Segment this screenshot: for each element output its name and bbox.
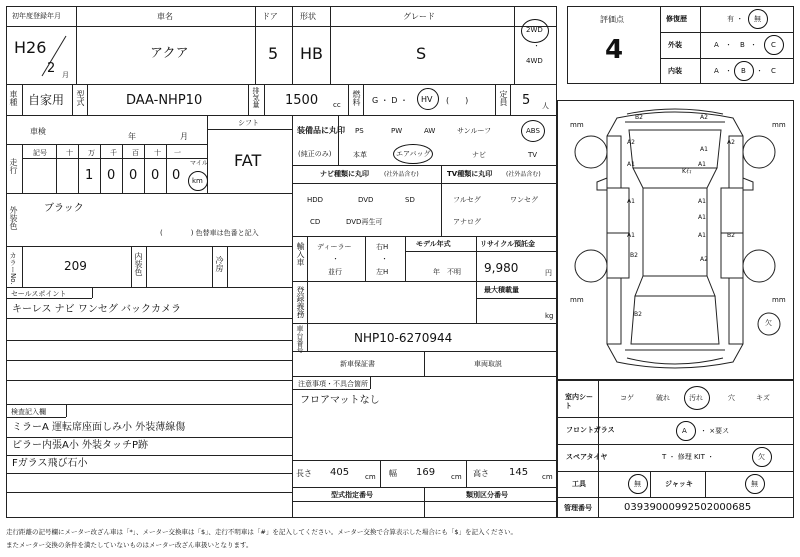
repair-opts: 有 ・: [727, 15, 744, 23]
ext-color-label: 外装色: [9, 206, 18, 230]
score-label: 評価点: [600, 15, 624, 24]
mgmt-value: 0393900099250​2000685: [624, 502, 752, 513]
repair-sel: 無: [754, 15, 761, 23]
interior-label: 内装: [668, 67, 682, 75]
size-unit: cm: [365, 473, 376, 481]
mm-mark: mm: [772, 121, 786, 129]
footer-note: またメーター交換の条件を満たしていないものはメーター改ざん車扱いとなります。: [6, 541, 253, 549]
inspection-line: ミラーA 運転席座面しみ小 外装薄線傷: [12, 422, 186, 433]
dot: ・: [725, 41, 732, 49]
reg-year-label: 初年度登録年月: [12, 12, 61, 20]
damage-mark: A2: [727, 139, 735, 146]
width-value: 169: [416, 467, 436, 478]
color-no-label: カラーNo.: [9, 252, 17, 285]
seat-opt: 穴: [728, 394, 735, 402]
damage-mark: A1: [627, 232, 635, 239]
tv-fullseg: フルセグ: [453, 196, 481, 204]
damage-mark: B2: [727, 232, 735, 239]
notes-text: フロアマットなし: [300, 395, 380, 406]
damage-mark: B2: [635, 114, 643, 121]
seat-opt: コゲ: [620, 394, 634, 402]
shift-label: シフト: [238, 119, 259, 127]
grade-opt: B: [740, 41, 745, 49]
damage-mark: A1: [698, 161, 706, 168]
width-label: 幅: [389, 469, 397, 478]
mgmt-label: 管理番号: [564, 504, 592, 512]
digit-header: 万: [88, 149, 95, 157]
jack-label: ジャッキ: [665, 480, 693, 488]
era-year: H26: [14, 38, 47, 57]
tv-oneseg: ワンセグ: [510, 196, 538, 204]
model-value: DAA-NHP10: [126, 93, 203, 108]
vehicle-manual: 車両取説: [474, 360, 502, 368]
navi-dvd: DVD: [358, 196, 374, 204]
equip-navi: ナビ: [472, 151, 486, 159]
windshield-label: フロントガラス: [566, 426, 615, 434]
month-unit: 月: [62, 71, 69, 79]
drive-4wd: 4WD: [526, 57, 543, 65]
exterior-sel: C: [771, 41, 776, 49]
interior-sel: B: [741, 67, 746, 75]
damage-mark: A2: [700, 256, 708, 263]
body-shape: HB: [300, 44, 324, 63]
mm-mark: mm: [772, 296, 786, 304]
shaken-month: 月: [180, 132, 188, 141]
navi-sd: SD: [405, 196, 415, 204]
displacement-unit: cc: [333, 101, 341, 109]
chassis-value: NHP10-6270944: [354, 331, 453, 345]
navi-dvd-play: DVD再生可: [346, 218, 383, 226]
fuel-options: G ・ D ・: [372, 96, 408, 105]
mileage-unit: km: [192, 177, 203, 185]
recycle-value: 9,980: [484, 261, 519, 275]
fridge-label: 冷房: [215, 256, 224, 272]
digit-header: 一: [174, 149, 181, 157]
windshield-sel: A: [682, 427, 687, 435]
chassis-label: 車台番号: [296, 325, 304, 353]
car-name: アクア: [150, 46, 189, 61]
damage-mark: A1: [698, 214, 706, 221]
equip-aw: AW: [424, 127, 436, 135]
equip-tv: TV: [528, 151, 538, 159]
notes-title: 注意事項・不具合箇所: [298, 380, 368, 388]
capacity-label: 定員: [499, 90, 508, 106]
mileage-digit: 0: [129, 168, 138, 183]
navi-title: ナビ種類に丸印: [320, 170, 369, 178]
max-load-label: 最大積載量: [484, 286, 519, 294]
shift-value: FAT: [234, 151, 262, 170]
size-unit: cm: [451, 473, 462, 481]
import-label: 輸入車: [296, 242, 305, 266]
mm-mark: mm: [570, 296, 584, 304]
grade-value: S: [416, 44, 427, 63]
shaken-label: 車検: [30, 127, 46, 136]
damage-mark: A1: [698, 232, 706, 239]
spare-opts: T ・ 修理 KIT ・: [662, 453, 715, 461]
recycle-unit: 円: [545, 269, 552, 277]
equip-pw: PW: [391, 127, 403, 135]
type-designation-label: 型式指定番号: [331, 491, 373, 499]
height-label: 高さ: [473, 469, 489, 478]
equip-airbag: エアバッグ: [396, 150, 431, 158]
inspection-title: 検査記入欄: [11, 408, 46, 416]
length-label: 長さ: [296, 469, 312, 478]
color-value: ブラック: [44, 203, 84, 214]
tv-title: TV種類に丸印: [447, 170, 493, 178]
height-value: 145: [509, 467, 529, 478]
score-value: 4: [605, 35, 624, 65]
jack-sel: 無: [751, 480, 758, 488]
inspection-line: Fガラス飛び石小: [12, 458, 88, 469]
equip-sunroof: サンルーフ: [457, 127, 492, 135]
navi-cd: CD: [310, 218, 321, 226]
sales-points-title: セールスポイント: [11, 290, 67, 298]
car-name-label: 車名: [157, 12, 173, 21]
damage-mark: B2: [630, 252, 638, 259]
new-warranty: 新車保証書: [340, 360, 375, 368]
dot: ・: [332, 255, 339, 263]
damage-mark: A1: [627, 161, 635, 168]
damage-mark: K石: [682, 168, 692, 175]
model-label: 型式: [76, 90, 85, 106]
equipment-sub: (純正のみ): [298, 150, 332, 158]
windshield-rest: ・ ×要ス: [700, 427, 730, 435]
car-diagram-drawing: [557, 100, 794, 380]
grade-label: グレード: [403, 12, 435, 21]
digit-header: 記号: [33, 149, 47, 157]
color-no-value: 209: [64, 259, 87, 273]
tools-label: 工具: [572, 480, 586, 488]
displacement-label: 排気量: [252, 87, 260, 108]
exterior-label: 外装: [668, 41, 682, 49]
mile-label: マイル: [190, 160, 208, 167]
shape-label: 形状: [300, 12, 316, 21]
mileage-digit: 0: [151, 168, 160, 183]
shaken-year: 年: [128, 132, 136, 141]
recycle-label: リサイクル預託金: [480, 240, 536, 248]
door-count: 5: [268, 44, 279, 63]
length-value: 405: [330, 467, 350, 478]
equip-abs: ABS: [526, 127, 540, 135]
dot: ・: [725, 67, 732, 75]
dot: ・: [381, 255, 388, 263]
displacement-value: 1500: [285, 93, 319, 108]
digit-header: 十: [66, 149, 73, 157]
damage-mark: B2: [634, 311, 642, 318]
fuel-hv: HV: [421, 95, 433, 104]
seat-opt: キズ: [756, 394, 770, 402]
usage-value: 自家用: [28, 93, 65, 107]
spare-label: スペアタイヤ: [566, 453, 608, 461]
tv-analog: アナログ: [453, 218, 481, 226]
spare-sel: 欠: [758, 453, 765, 461]
color-change-note: ( ) 色替車は色番と記入: [160, 229, 259, 237]
navi-sub: (社外品含む): [384, 171, 419, 178]
damage-mark: A2: [627, 139, 635, 146]
repair-label: 修復歴: [666, 15, 687, 23]
damage-mark: A1: [627, 198, 635, 205]
dot: ・: [756, 67, 763, 75]
grade-opt: C: [771, 67, 776, 75]
vehicle-type-label: 車種: [9, 90, 18, 106]
mileage-digit: 1: [85, 168, 94, 183]
left-h-label: 左H: [376, 268, 389, 276]
registration-label: 登録義務: [296, 286, 305, 318]
missing-mark: 欠: [765, 319, 772, 327]
drive-2wd: 2WD: [526, 26, 543, 34]
max-load-unit: kg: [545, 312, 554, 320]
drive-dot: ・: [533, 42, 540, 50]
seat-opt: 破れ: [656, 394, 670, 402]
fuel-paren: ( ): [446, 96, 469, 105]
sales-points-text: キーレス ナビ ワンセグ バックカメラ: [12, 304, 182, 315]
grade-opt: A: [714, 67, 719, 75]
damage-mark: A1: [700, 146, 708, 153]
damage-mark: A2: [700, 114, 708, 121]
dot: ・: [750, 41, 757, 49]
size-unit: cm: [542, 473, 553, 481]
fuel-label: 燃料: [352, 90, 361, 106]
mileage-label: 走行: [9, 158, 18, 174]
capacity-value: 5: [522, 93, 531, 108]
grade-opt: A: [714, 41, 719, 49]
mileage-digit: 0: [172, 168, 181, 183]
digit-header: 百: [132, 149, 139, 157]
mileage-digit: 0: [107, 168, 116, 183]
tv-sub: (社外品含む): [506, 171, 541, 178]
tools-sel: 無: [634, 480, 641, 488]
mm-mark: mm: [570, 121, 584, 129]
equipment-title: 装備品に丸印: [297, 126, 345, 135]
damage-mark: A1: [698, 198, 706, 205]
equip-ps: PS: [355, 127, 364, 135]
int-color-label: 内装色: [134, 252, 143, 276]
navi-hdd: HDD: [307, 196, 324, 204]
reg-month: 2: [47, 61, 56, 76]
digit-header: 千: [110, 149, 117, 157]
equip-leather: 本革: [353, 151, 367, 159]
model-year-label: モデル年式: [416, 240, 451, 248]
seat-opt: 汚れ: [689, 394, 703, 402]
seat-label: 室内シート: [565, 393, 593, 411]
digit-header: 十: [154, 149, 161, 157]
right-h-label: 右H: [376, 243, 389, 251]
capacity-unit: 人: [542, 102, 549, 110]
door-label: ドア: [262, 12, 278, 21]
category-number-label: 類別区分番号: [466, 491, 508, 499]
model-year-value: 年 不明: [433, 268, 461, 276]
footer-note: 走行距離の記号欄にメーター改ざん車は「*」、メーター交換車は「$」、走行不明車は「#」を記入してください。メーター交換で合算表示した場合にも「$」を記入ください。: [6, 528, 517, 536]
inspection-line: ピラー内張A小 外装タッチP跡: [12, 440, 149, 451]
dealer-label: ディーラー: [317, 243, 352, 251]
parallel-label: 並行: [328, 268, 342, 276]
